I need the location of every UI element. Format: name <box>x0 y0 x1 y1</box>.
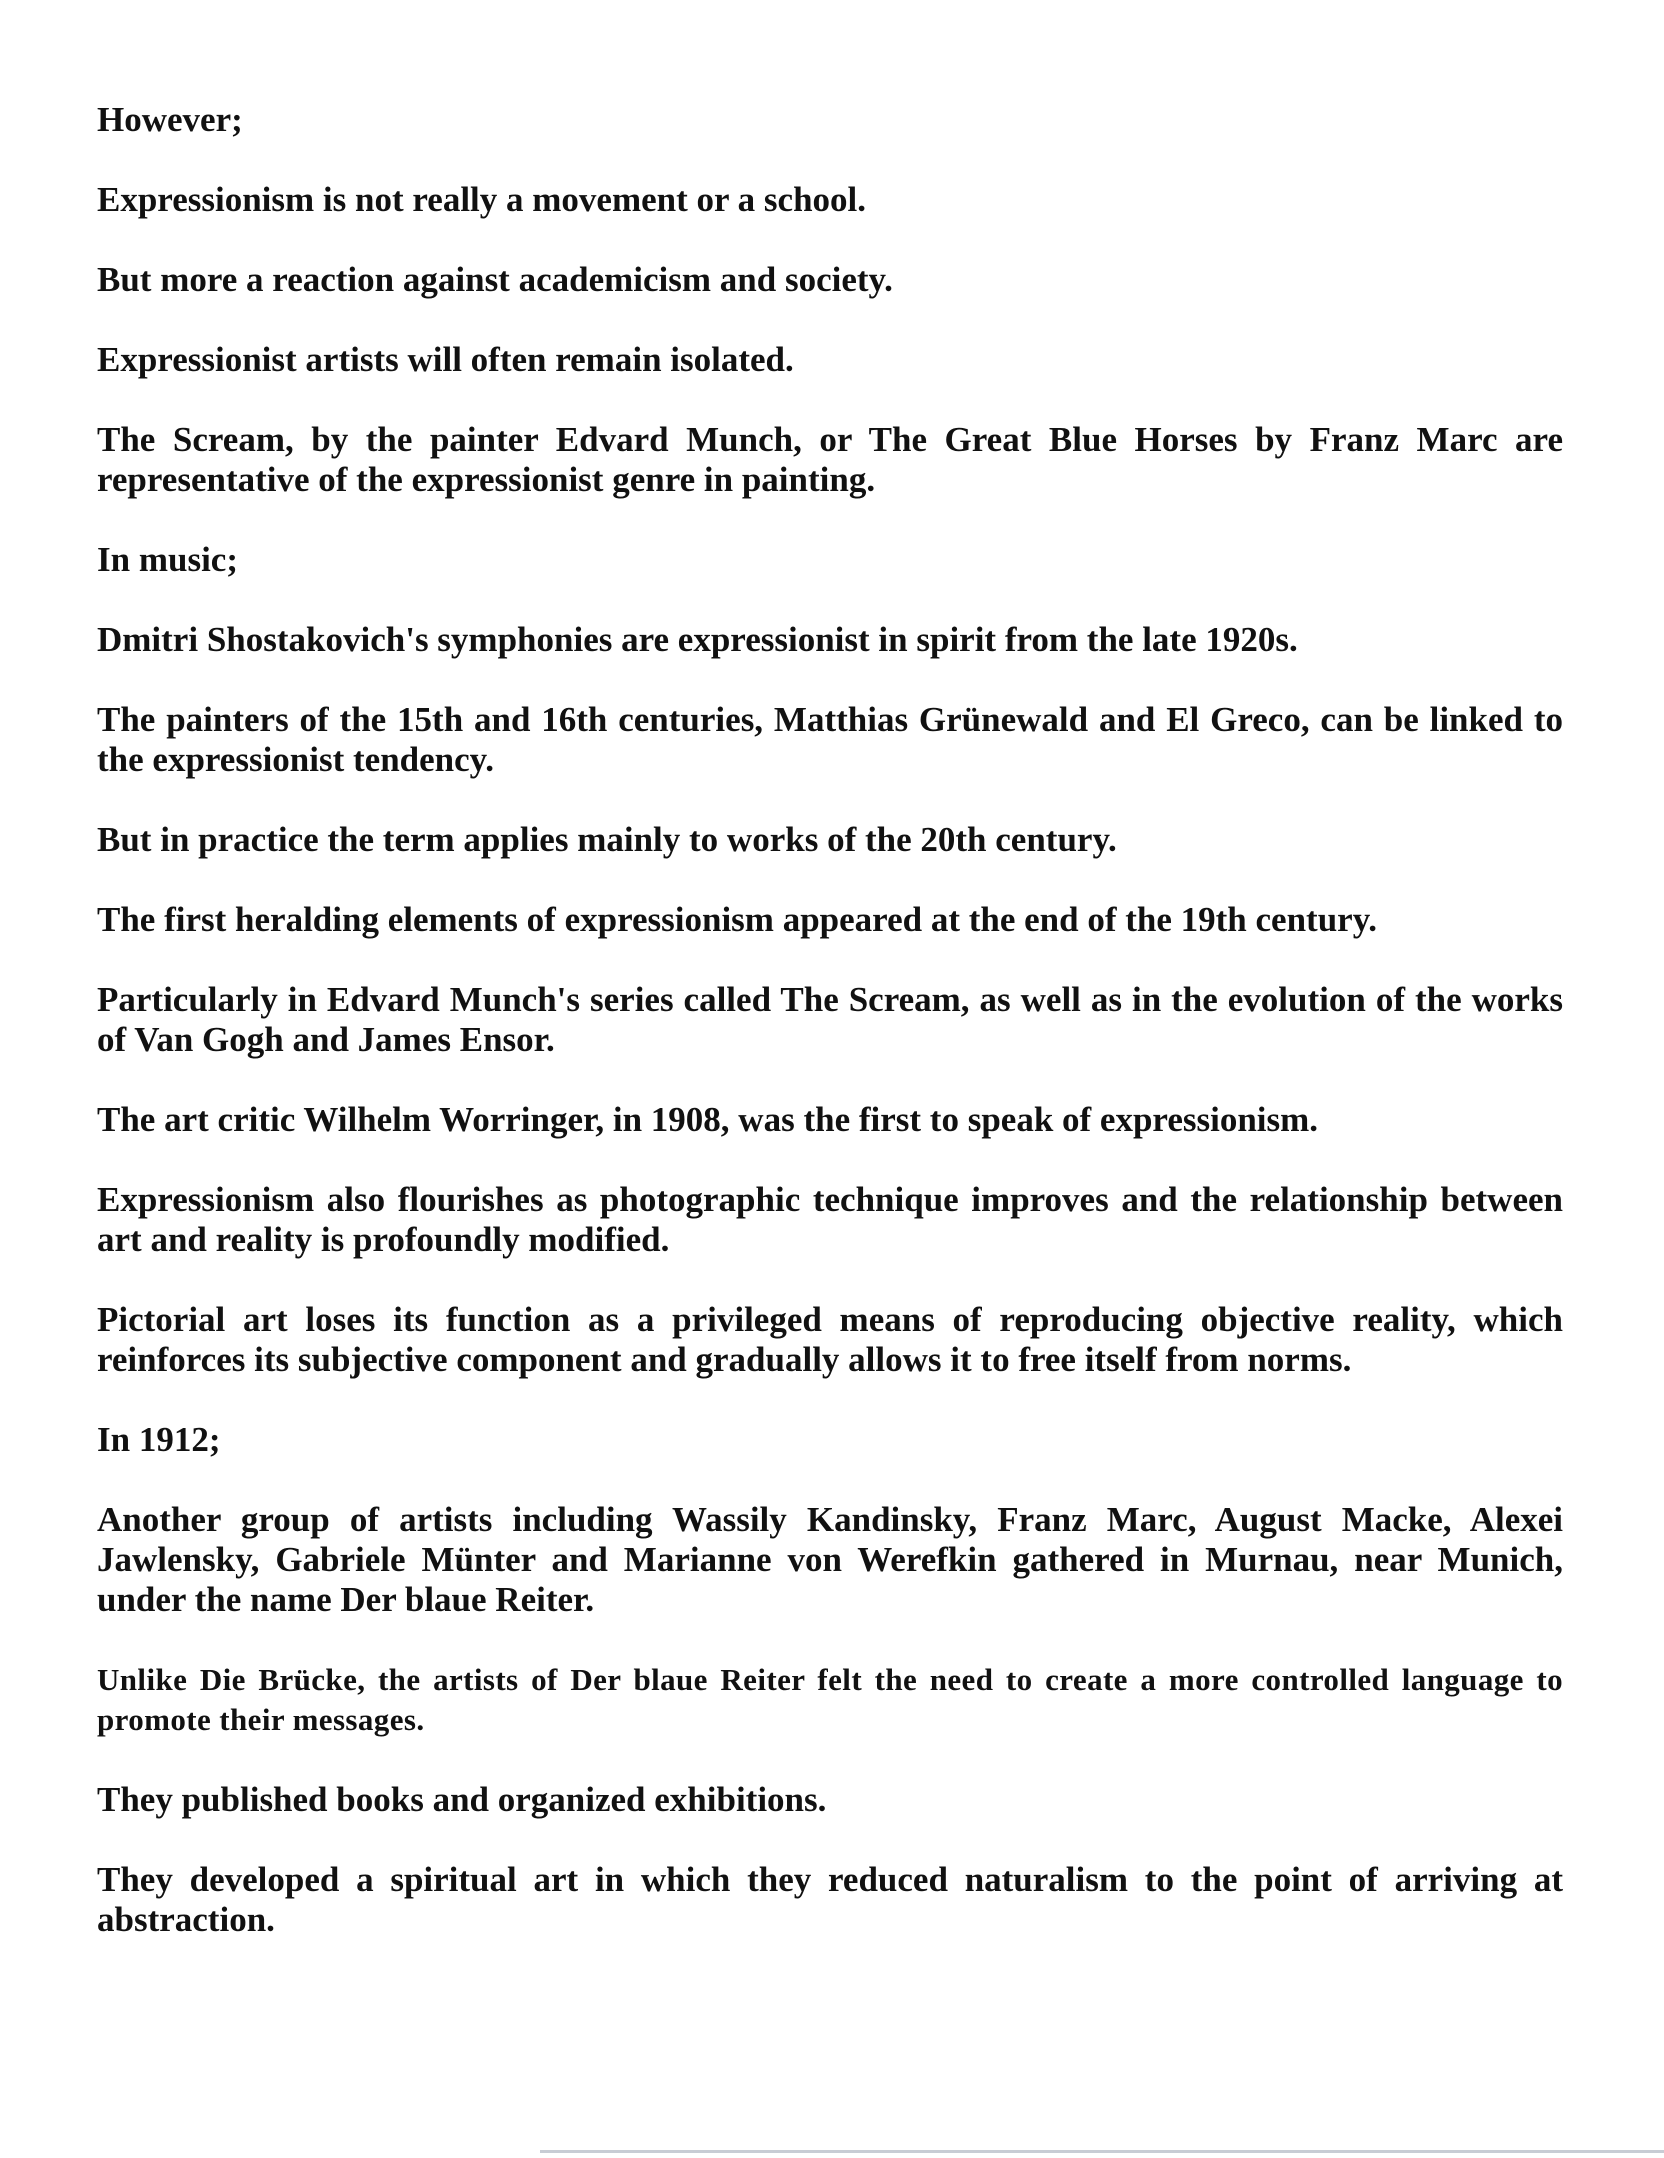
paragraph: The Scream, by the painter Edvard Munch, or The Great Blue Horses by Franz Marc are representative of the expressionist genre in painting. <box>97 420 1563 499</box>
paragraph: They published books and organized exhibitions. <box>97 1780 827 1819</box>
paragraph: However; <box>97 100 243 139</box>
paragraph: Dmitri Shostakovich's symphonies are expressionist in spirit from the late 1920s. <box>97 620 1298 659</box>
paragraph: In 1912; <box>97 1420 221 1459</box>
paragraph: Unlike Die Brücke, the artists of Der blaue Reiter felt the need to create a more controlled language to promote their messages. <box>97 1662 1563 1737</box>
paragraph: The first heralding elements of expressionism appeared at the end of the 19th century. <box>97 900 1378 939</box>
paragraph: But more a reaction against academicism and society. <box>97 260 893 299</box>
paragraph: Pictorial art loses its function as a privileged means of reproducing objective reality, which reinforces its subjective component and gradually allows it to free itself from norms. <box>97 1300 1563 1379</box>
paragraph: But in practice the term applies mainly to works of the 20th century. <box>97 820 1117 859</box>
paragraph: Particularly in Edvard Munch's series called The Scream, as well as in the evolution of the works of Van Gogh and James Ensor. <box>97 980 1563 1059</box>
paragraph: They developed a spiritual art in which they reduced naturalism to the point of arriving at abstraction. <box>97 1860 1563 1939</box>
document-body <box>97 100 1563 1980</box>
paragraph: Another group of artists including Wassily Kandinsky, Franz Marc, August Macke, Alexei Jawlensky, Gabriele Münter and Marianne von Werefkin gathered in Murnau, near Munich, under the name Der blaue Reiter. <box>97 1500 1563 1619</box>
paragraph: The art critic Wilhelm Worringer, in 1908, was the first to speak of expressionism. <box>97 1100 1319 1139</box>
paragraph: Expressionism also flourishes as photographic technique improves and the relationship between art and reality is profoundly modified. <box>97 1180 1563 1259</box>
paragraph: Expressionism is not really a movement or a school. <box>97 180 867 219</box>
paragraph: In music; <box>97 540 238 579</box>
paragraph: The painters of the 15th and 16th centuries, Matthias Grünewald and El Greco, can be linked to the expressionist tendency. <box>97 700 1563 779</box>
paragraph: Expressionist artists will often remain isolated. <box>97 340 794 379</box>
scan-edge-line <box>540 2150 1664 2153</box>
